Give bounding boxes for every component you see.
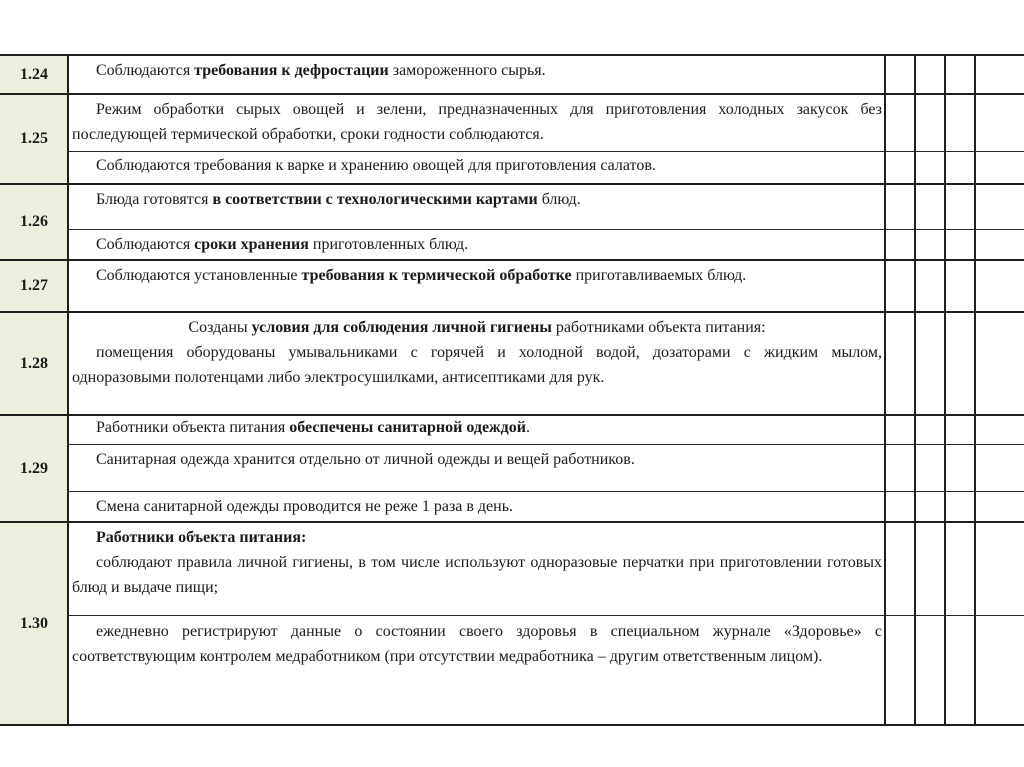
grid-line: [884, 54, 886, 726]
grid-line: [0, 521, 1024, 523]
grid-line: [914, 54, 916, 726]
grid-line: [0, 311, 1024, 313]
grid-line: [68, 151, 1024, 152]
row-number-1-27: 1.27: [0, 261, 68, 311]
row-1-30-text-2: ежедневно регистрируют данные о состоянии своего здоровья в специальном журнале «Здоровье» с соответствующим контролем медработником (при отсутствии медработника – другим ответственным лицом).: [72, 623, 882, 665]
row-number-1-28: 1.28: [0, 313, 68, 414]
grid-line: [0, 259, 1024, 261]
row-number-1-26: 1.26: [0, 185, 68, 259]
row-1-29-text-2: Санитарная одежда хранится отдельно от личной одежды и вещей работников.: [96, 451, 635, 468]
grid-line: [0, 724, 1024, 726]
row-1-25-text-1: Режим обработки сырых овощей и зелени, предназначенных для приготовления холодных закусок без последующей термической обработки, сроки годности соблюдаются.: [72, 101, 882, 143]
grid-line: [974, 54, 976, 726]
grid-line: [68, 229, 1024, 230]
checklist-table: [0, 54, 1024, 726]
row-1-26-text-2: Соблюдаются сроки хранения приготовленных блюд.: [96, 236, 469, 253]
row-number-1-29: 1.29: [0, 416, 68, 521]
grid-line: [0, 93, 1024, 95]
row-number-1-30: 1.30: [0, 523, 68, 724]
row-1-24-text: Соблюдаются требования к дефростации замороженного сырья.: [96, 62, 546, 79]
row-1-25-text-2: Соблюдаются требования к варке и хранению овощей для приготовления салатов.: [96, 157, 656, 174]
row-1-28-text: Созданы условия для соблюдения личной гигиены работниками объекта питания: помещения оборудованы умывальниками с горячей и холодной водой, дозаторами с жидким мылом, одноразовыми полотенцами либо электросушилками, антисептиками для рук.: [72, 319, 882, 386]
grid-line: [0, 414, 1024, 416]
grid-line: [67, 54, 69, 726]
grid-line: [0, 54, 1024, 56]
grid-line: [68, 444, 1024, 445]
row-1-30-text-1: Работники объекта питания: соблюдают правила личной гигиены, в том числе используют одноразовые перчатки при приготовлении готовых блюд и выдаче пищи;: [72, 529, 882, 596]
grid-line: [68, 615, 1024, 616]
grid-line: [944, 54, 946, 726]
row-1-29-text-1: Работники объекта питания обеспечены санитарной одеждой.: [96, 419, 530, 436]
row-number-1-24: 1.24: [0, 56, 68, 93]
row-1-26-text-1: Блюда готовятся в соответствии с технологическими картами блюд.: [96, 191, 581, 208]
row-number-1-25: 1.25: [0, 95, 68, 183]
grid-line: [0, 183, 1024, 185]
row-1-27-text: Соблюдаются установленные требования к термической обработке приготавливаемых блюд.: [96, 267, 747, 284]
grid-line: [68, 491, 1024, 492]
row-1-29-text-3: Смена санитарной одежды проводится не реже 1 раза в день.: [96, 498, 514, 515]
